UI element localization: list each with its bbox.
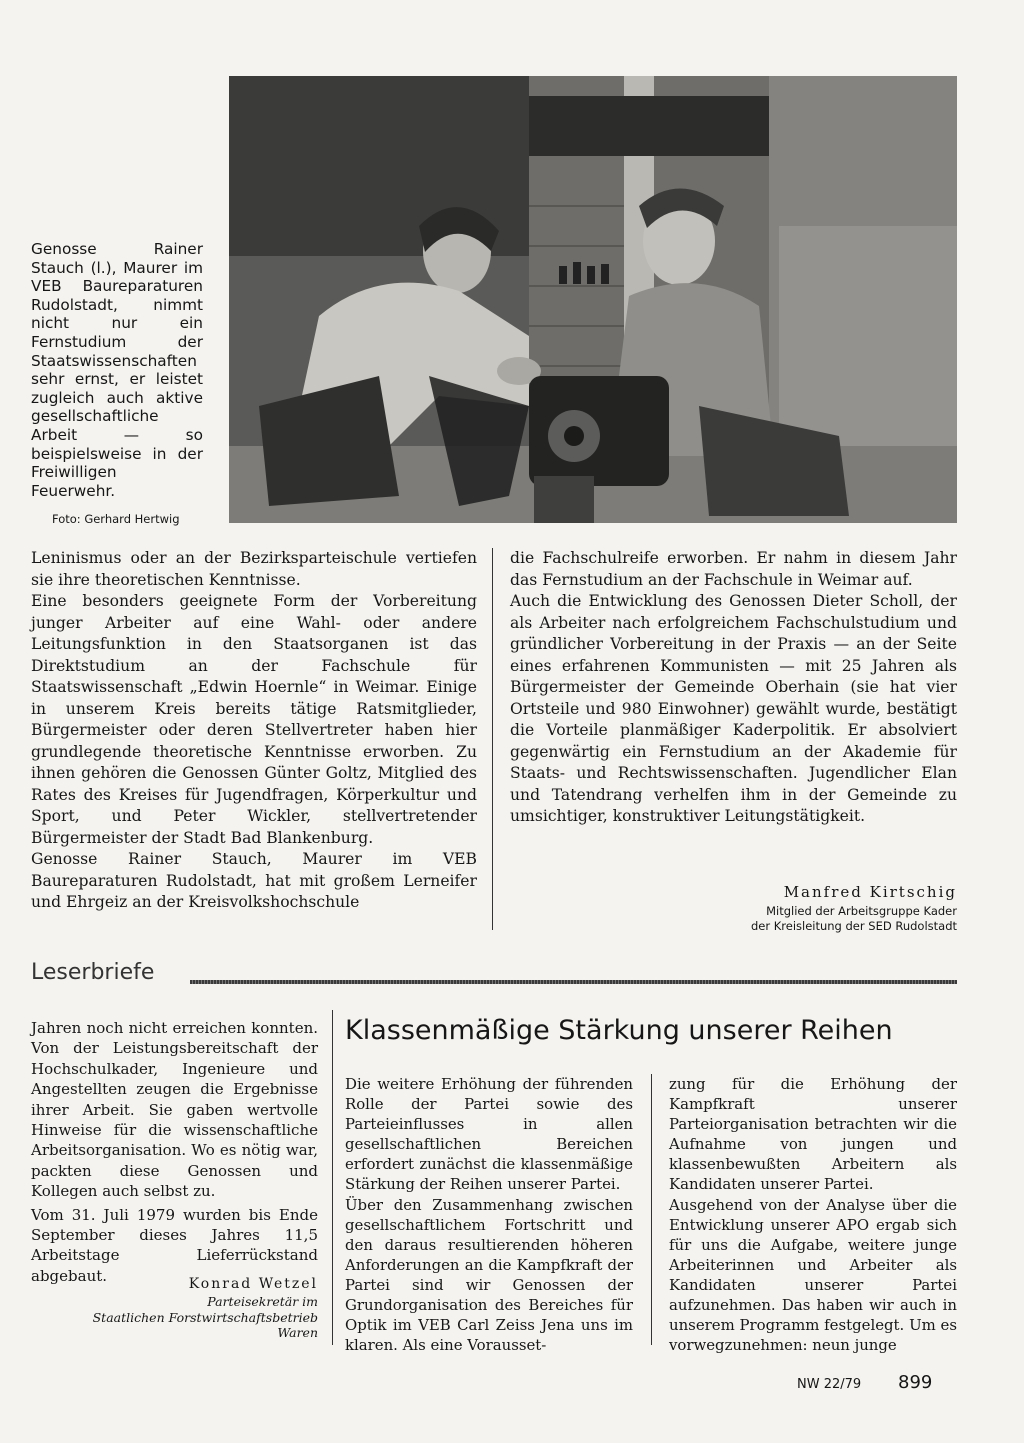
letter-paragraph: Ausgehend von der Analyse über die Entwicklung unserer APO ergab sich für uns die Aufgabe, weitere junge Arbeiterinnen und Arbeiter als Kandidaten unserer Partei aufzunehmen. Das haben wir auch in unserem Programm festgelegt. Um es vorwegzunehmen: neun junge: [669, 1195, 957, 1355]
author-role-line: Mitglied der Arbeitsgruppe Kader: [766, 904, 957, 918]
article-paragraph: Genosse Rainer Stauch, Maurer im VEB Baureparaturen Rudolstadt, hat mit großem Lerneifer und Ehrgeiz an der Kreisvolkshochschule: [31, 850, 477, 911]
letter-column: [669, 1074, 957, 1355]
column-divider: [332, 1010, 333, 1345]
letter-paragraph: Jahren noch nicht erreichen konnten. Von der Leistungsbereitschaft der Hochschulkader, Ingenieure und Angestellten zeugen die Ergebnisse ihrer Arbeit. Sie gaben wertvolle Hinweise für die wissenschaftliche Arbeitsorganisation. Wo es nötig war, packten diese Genossen und Kollegen auch selbst zu.: [31, 1019, 318, 1201]
letter-author-name: Konrad Wetzel: [188, 1276, 318, 1292]
letter-paragraph: zung für die Erhöhung der Kampfkraft unserer Parteiorganisation betrachten wir die Aufnahme von jungen und klassenbewußten Arbeitern als Kandidaten unserer Partei.: [669, 1075, 957, 1194]
letter-author-role-line: Waren: [277, 1325, 318, 1340]
article-paragraph: Eine besonders geeignete Form der Vorbereitung junger Arbeiter auf eine Wahl- oder andere Leitungsfunktion in den Staatsorganen ist das Direktstudium an der Fachschule für Staatswissenschaft „Edwin Hoernle“ in Weimar. Einige in unserem Kreis bereits tätige Ratsmitglieder, Bürgermeister oder deren Stellvertreter haben hier grundlegende theoretische Kenntnisse erworben. Zu ihnen gehören die Genossen Günter Goltz, Mitglied des Rates des Kreises für Jugendfragen, Körperkultur und Sport, und Peter Wickler, stellvertretender Bürgermeister der Stadt Bad Blankenburg.: [31, 592, 477, 847]
letter-paragraph: Über den Zusammenhang zwischen gesellschaftlichem Fortschritt und den daraus resultierenden höheren Anforderungen an die Kampfkraft der Partei sind wir Genossen der Grundorganisation des Bereiches für Optik im VEB Carl Zeiss Jena uns im klaren. Als eine Vorausset-: [345, 1195, 633, 1355]
issue-number: NW 22/79: [797, 1377, 862, 1392]
letter-author-role-line: Parteisekretär im: [207, 1294, 318, 1309]
column-divider: [492, 548, 493, 930]
author-role-line: der Kreisleitung der SED Rudolstadt: [750, 919, 957, 933]
article-paragraph: die Fachschulreife erworben. Er nahm in diesem Jahr das Fernstudium an der Fachschule in Weimar auf.: [510, 549, 957, 589]
section-rule: [190, 980, 957, 984]
photo: [229, 76, 957, 523]
letter-column: [31, 1018, 318, 1286]
article-column-1: [31, 548, 477, 914]
letter-author-role-line: Staatlichen Forstwirtschaftsbetrieb: [92, 1309, 318, 1325]
author-role: [620, 904, 957, 934]
column-divider: [651, 1074, 652, 1345]
section-title: Leserbriefe: [31, 960, 155, 985]
letter-author-role: [31, 1294, 318, 1341]
letter-paragraph: Vom 31. Juli 1979 wurden bis Ende September dieses Jahres 11,5 Arbeitstage Lieferrückstand abgebaut.: [31, 1205, 318, 1285]
photo-caption: Genosse Rainer Stauch (l.), Maurer im VEB Baureparaturen Rudolstadt, nimmt nicht nur ein Fernstudium der Staatswissenschaften sehr ernst, er leistet zugleich auch aktive gesellschaftliche Arbeit — so beispielsweise in der Freiwilligen Feuerwehr.: [31, 240, 203, 500]
page-number: 899: [898, 1372, 933, 1393]
article-column-2: [510, 548, 957, 828]
photo-credit: Foto: Gerhard Hertwig: [52, 512, 180, 526]
letter-column: [345, 1074, 633, 1355]
article-paragraph: Leninismus oder an der Bezirksparteischule vertiefen sie ihre theoretischen Kenntnisse.: [31, 549, 477, 589]
letter-paragraph: Die weitere Erhöhung der führenden Rolle der Partei sowie des Parteieinflusses in allen gesellschaftlichen Bereichen erfordert zunächst die klassenmäßige Stärkung der Reihen unserer Partei.: [345, 1075, 633, 1194]
author-name: Manfred Kirtschig: [783, 883, 957, 901]
letter-headline: Klassenmäßige Stärkung unserer Reihen: [345, 1015, 893, 1046]
article-paragraph: Auch die Entwicklung des Genossen Dieter Scholl, der als Arbeiter nach erfolgreichem Fachschulstudium und gründlicher Vorbereitung in der Praxis — an der Seite eines erfahrenen Kommunisten — mit 25 Jahren als Bürgermeister der Gemeinde Oberhain (sie hat vier Ortsteile und 980 Einwohner) gewählt wurde, bestätigt die Vorteile planmäßiger Kaderpolitik. Er absolviert gegenwärtig ein Fernstudium an der Akademie für Staats- und Rechtswissenschaften. Jugendlicher Elan und Tatendrang verhelfen ihm in der Gemeinde zu umsichtiger, konstruktiver Leitungstätigkeit.: [510, 592, 957, 825]
photo-image: [229, 76, 957, 523]
